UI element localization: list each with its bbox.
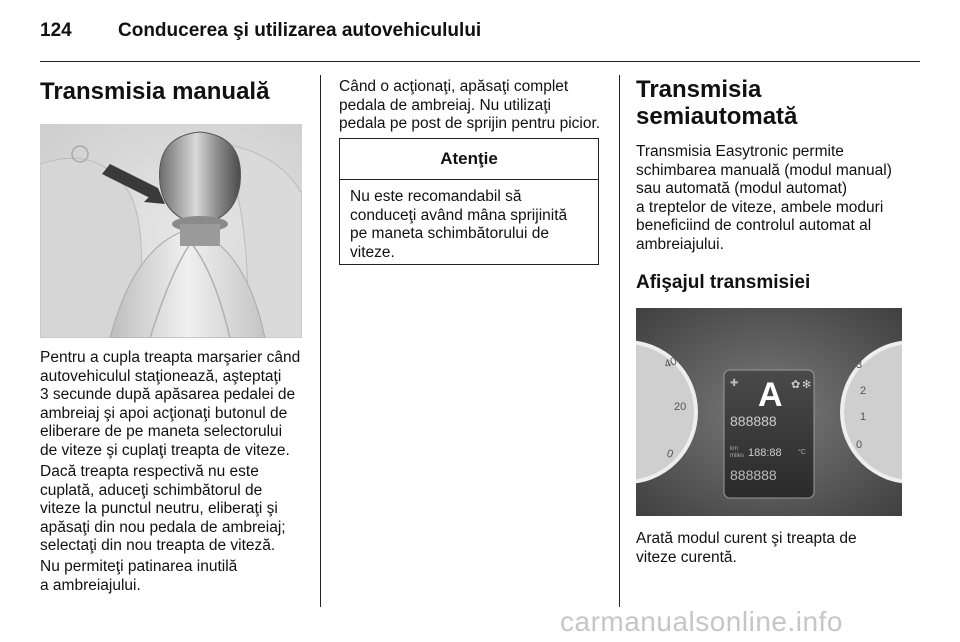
bottom-digits: 888888	[730, 467, 777, 483]
gear-lever-drawing	[40, 124, 302, 338]
svg-text:20: 20	[674, 401, 687, 413]
transmission-display-illustration	[636, 308, 902, 516]
gear-indicator: A	[758, 376, 783, 414]
svg-text:✚: ✚	[730, 378, 739, 389]
watermark: carmanualsonline.info	[560, 606, 843, 637]
semiautomatic-heading: Transmisia semiautomată	[636, 76, 798, 130]
svg-text:1: 1	[860, 411, 867, 423]
gear-lever-illustration	[40, 124, 302, 338]
display-caption: Arată modul curent şi treapta de viteze curentă.	[636, 530, 857, 566]
column-divider-right	[619, 75, 620, 607]
transmission-display-heading: Afişajul transmisiei	[636, 272, 811, 293]
svg-text:✻: ✻	[802, 379, 812, 391]
column-divider-left	[320, 75, 321, 607]
temp-unit: °C	[798, 449, 806, 456]
km-label: km	[730, 446, 738, 452]
section-title: Conducerea şi utilizarea autovehiculului	[118, 20, 482, 41]
svg-text:3: 3	[856, 359, 863, 371]
svg-text:0: 0	[856, 439, 863, 451]
easytronic-paragraph: Transmisia Easytronic permite schimbarea manuală (modul manual) sau automată (modul automat) a treptelor de viteze, ambele moduri beneficiind de controlul automat al ambreiajului.	[636, 143, 892, 253]
gear-not-engaged-paragraph: Dacă treapta respectivă nu este cuplată, aduceţi schimbătorul de viteze la punctul neutru, eliberaţi şi apăsaţi din nou pedala de ambreiaj; selectaţi din nou treapta de viteză.	[40, 463, 286, 555]
warning-box	[339, 138, 599, 265]
warning-text: Nu este recomandabil să conduceţi având mâna sprijinită pe maneta schimbătorului de viteze.	[350, 188, 568, 261]
page-number: 124	[40, 20, 72, 41]
svg-text:✿: ✿	[791, 379, 801, 391]
reverse-gear-paragraph: Pentru a cupla treapta marşarier când autovehiculul staţionează, aşteptaţi 3 secunde după apăsarea pedalei de ambreiaj şi apoi acţionaţi butonul de eliberare de pe maneta selectorului de viteze şi cuplaţi treapta de viteze.	[40, 349, 301, 459]
clutch-slip-paragraph: Nu permiteţi patinarea inutilă a ambreiajului.	[40, 558, 238, 594]
manual-transmission-heading: Transmisia manuală	[40, 78, 270, 105]
trip-digits: 188:88	[748, 447, 782, 459]
odometer-digits: 888888	[730, 413, 777, 429]
svg-text:0: 0	[664, 447, 675, 461]
clutch-pedal-paragraph: Când o acţionaţi, apăsaţi complet pedala de ambreiaj. Nu utilizaţi pedala pe post de sprijin pentru picior.	[339, 78, 601, 133]
warning-title: Atenţie	[340, 139, 598, 180]
svg-text:2: 2	[860, 385, 867, 397]
header-divider	[40, 61, 920, 62]
instrument-cluster-drawing	[636, 308, 902, 516]
miles-label: miles	[730, 453, 745, 459]
svg-text:40: 40	[662, 355, 679, 371]
